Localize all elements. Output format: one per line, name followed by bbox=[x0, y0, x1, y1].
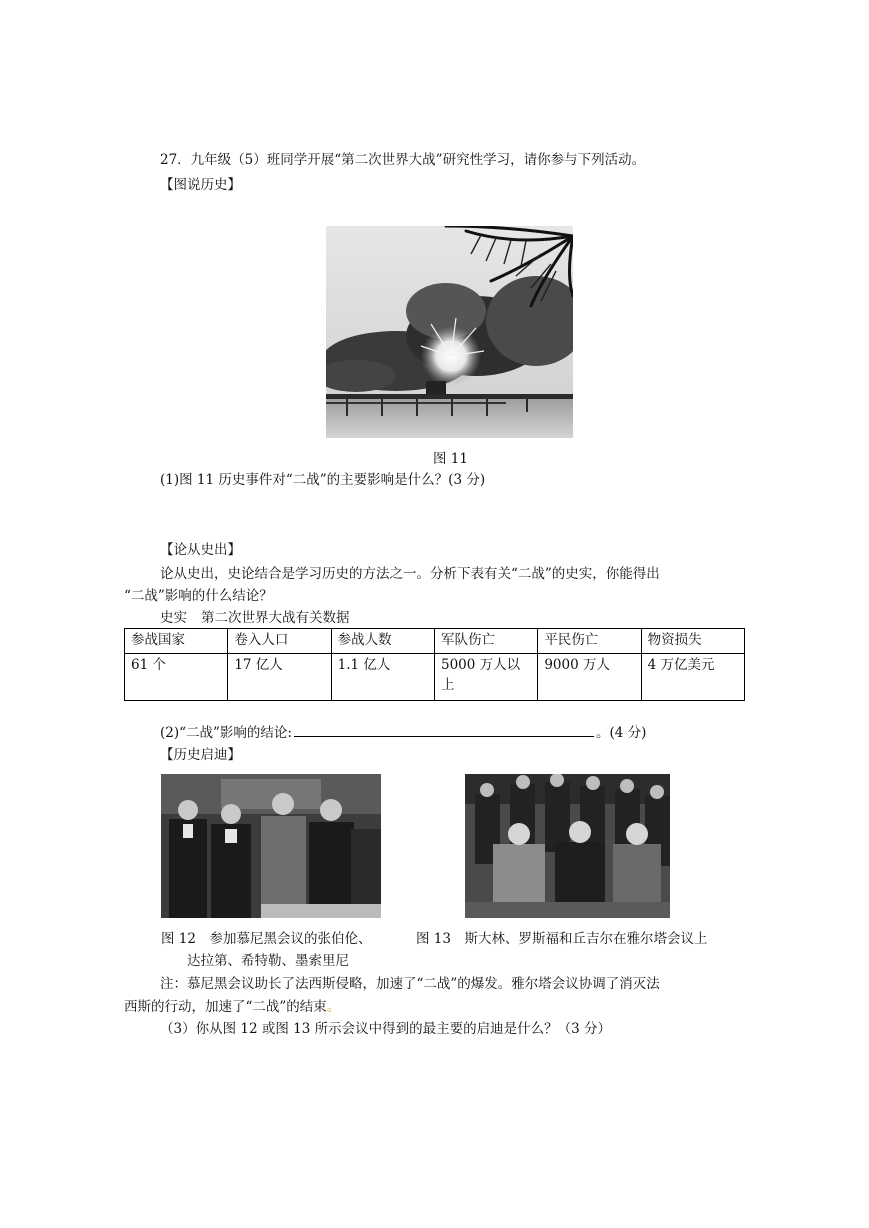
figure-12-caption-line-2: 达拉第、希特勒、墨索里尼 bbox=[187, 953, 349, 969]
munich-conference-photo bbox=[161, 774, 381, 918]
section-heading-picture-history: 【图说历史】 bbox=[160, 177, 241, 193]
note-line-1: 注：慕尼黑会议助长了法西斯侵略，加速了“二战”的爆发。雅尔塔会议协调了消灭法 bbox=[160, 976, 660, 992]
table-cell: 4 万亿美元 bbox=[641, 654, 744, 701]
figure-12-caption: 图 12 参加慕尼黑会议的张伯伦、 bbox=[161, 931, 372, 947]
question-title: 27．九年级（5）班同学开展“第二次世界大战”研究性学习，请你参与下列活动。 bbox=[160, 152, 646, 168]
table-header-cell: 物资损失 bbox=[641, 629, 744, 654]
table-cell: 5000 万人以上 bbox=[434, 654, 537, 701]
table-cell: 1.1 亿人 bbox=[331, 654, 434, 701]
question-2-suffix: 。(4 分) bbox=[595, 725, 647, 741]
question-2 bbox=[160, 722, 646, 743]
table-header-cell: 参战人数 bbox=[331, 629, 434, 654]
table-header-cell: 军队伤亡 bbox=[434, 629, 537, 654]
section-heading-history-argument: 【论从史出】 bbox=[160, 542, 241, 558]
note-line-2-text: 西斯的行动，加速了“二战”的结束 bbox=[124, 999, 327, 1015]
table-title: 第二次世界大战有关数据 bbox=[201, 610, 350, 626]
question-3: （3）你从图 12 或图 13 所示会议中得到的最主要的启迪是什么？（3 分） bbox=[160, 1021, 611, 1037]
table-header-cell: 参战国家 bbox=[125, 629, 228, 654]
table-header-cell: 卷入人口 bbox=[228, 629, 331, 654]
table-header-row bbox=[125, 629, 745, 654]
table-cell: 17 亿人 bbox=[228, 654, 331, 701]
table-header-cell: 平民伤亡 bbox=[538, 629, 641, 654]
pearl-harbor-photo bbox=[326, 226, 573, 438]
note-line-2 bbox=[124, 997, 340, 1017]
figure-13-caption: 图 13 斯大林、罗斯福和丘吉尔在雅尔塔会议上 bbox=[416, 931, 708, 947]
table-row bbox=[125, 654, 745, 701]
answer-blank[interactable] bbox=[294, 722, 594, 737]
table-label: 史实 bbox=[160, 610, 187, 626]
question-2-prefix: (2)“二战”影响的结论: bbox=[160, 725, 292, 741]
paragraph-line-1: 论从史出，史论结合是学习历史的方法之一。分析下表有关“二战”的史实，你能得出 bbox=[160, 566, 660, 582]
yalta-conference-photo bbox=[465, 774, 670, 918]
figure-11-caption: 图 11 bbox=[433, 451, 468, 467]
paragraph-line-2: “二战”影响的什么结论？ bbox=[124, 588, 273, 604]
table-cell: 61 个 bbox=[125, 654, 228, 701]
section-heading-history-lessons: 【历史启迪】 bbox=[160, 747, 241, 763]
note-end-mark: 。 bbox=[326, 999, 341, 1015]
table-caption bbox=[160, 608, 350, 628]
ww2-data-table bbox=[124, 628, 745, 701]
question-1: (1)图 11 历史事件对“二战”的主要影响是什么？(3 分) bbox=[160, 472, 486, 488]
table-cell: 9000 万人 bbox=[538, 654, 641, 701]
